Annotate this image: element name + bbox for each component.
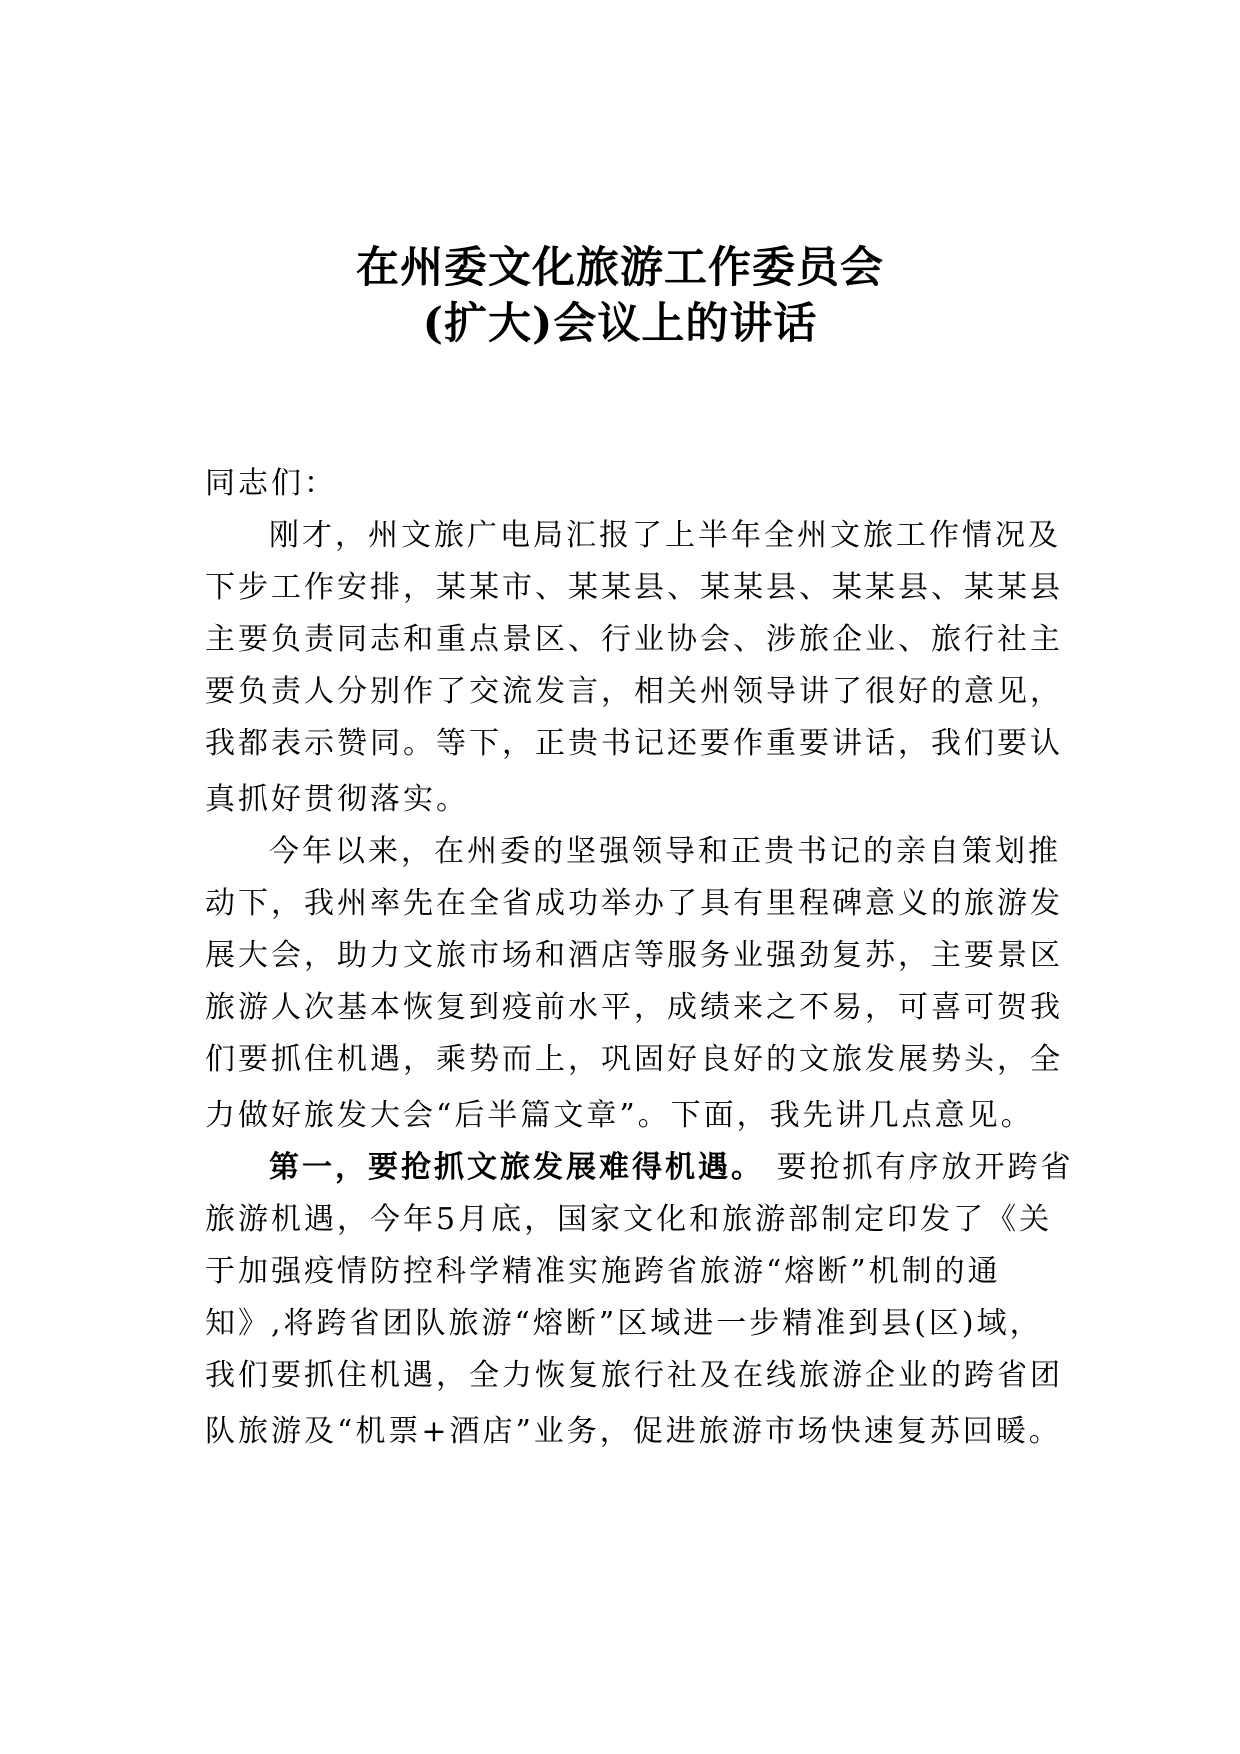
paragraph-line: 我们要抓住机遇，全力恢复旅行社及在线旅游企业的跨省团 (205, 1358, 1063, 1393)
paragraph-line-rest: 要抢抓有序放开跨省 (764, 1150, 1074, 1185)
paragraph-line: 要负责人分别作了交流发言，相关州领导讲了很好的意见， (205, 674, 1063, 709)
paragraph-line: 下步工作安排，某某市、某某县、某某县、某某县、某某县 (205, 570, 1063, 605)
title-line-1: 在州委文化旅游工作委员会 (356, 243, 884, 293)
paragraph-1 (205, 510, 1065, 826)
salutation: 同志们： (205, 466, 337, 501)
section-heading: 第一，要抢抓文旅发展难得机遇。 (269, 1150, 764, 1185)
paragraph-line: 展大会，助力文旅市场和酒店等服务业强劲复苏，主要景区 (205, 938, 1063, 973)
paragraph-first-line (205, 1142, 1074, 1194)
paragraph-line: 力做好旅发大会“后半篇文章”。下面，我先讲几点意见。 (205, 1098, 1034, 1133)
paragraph-line: 于加强疫情防控科学精准实施跨省旅游“熔断”机制的通 (205, 1254, 1001, 1289)
paragraph-line: 知》,将跨省团队旅游“熔断”区域进一步精准到县(区)域， (205, 1306, 1043, 1341)
paragraph-line: 旅游机遇，今年5月底，国家文化和旅游部制定印发了《关 (205, 1202, 1053, 1237)
paragraph-line: 主要负责同志和重点景区、行业协会、涉旅企业、旅行社主 (205, 622, 1063, 657)
paragraph-2 (205, 826, 1065, 1142)
paragraph-line: 们要抓住机遇，乘势而上，巩固好良好的文旅发展势头，全 (205, 1042, 1063, 1077)
document-body (205, 458, 1074, 1458)
paragraph-3 (205, 1142, 1074, 1458)
paragraph-line: 我都表示赞同。等下，正贵书记还要作重要讲话，我们要认 (205, 726, 1063, 761)
document-title (0, 240, 1240, 352)
paragraph-line: 旅游人次基本恢复到疫前水平，成绩来之不易，可喜可贺我 (205, 990, 1063, 1025)
paragraph-line: 真抓好贯彻落实。 (205, 782, 469, 817)
title-line-2: (扩大)会议上的讲话 (422, 299, 818, 349)
paragraph-line: 刚才，州文旅广电局汇报了上半年全州文旅工作情况及 (269, 518, 1061, 553)
paragraph-line: 队旅游及“机票+酒店”业务，促进旅游市场快速复苏回暖。 (205, 1414, 1062, 1449)
paragraph-line: 动下，我州率先在全省成功举办了具有里程碑意义的旅游发 (205, 886, 1063, 921)
paragraph-line: 今年以来，在州委的坚强领导和正贵书记的亲自策划推 (269, 834, 1061, 869)
